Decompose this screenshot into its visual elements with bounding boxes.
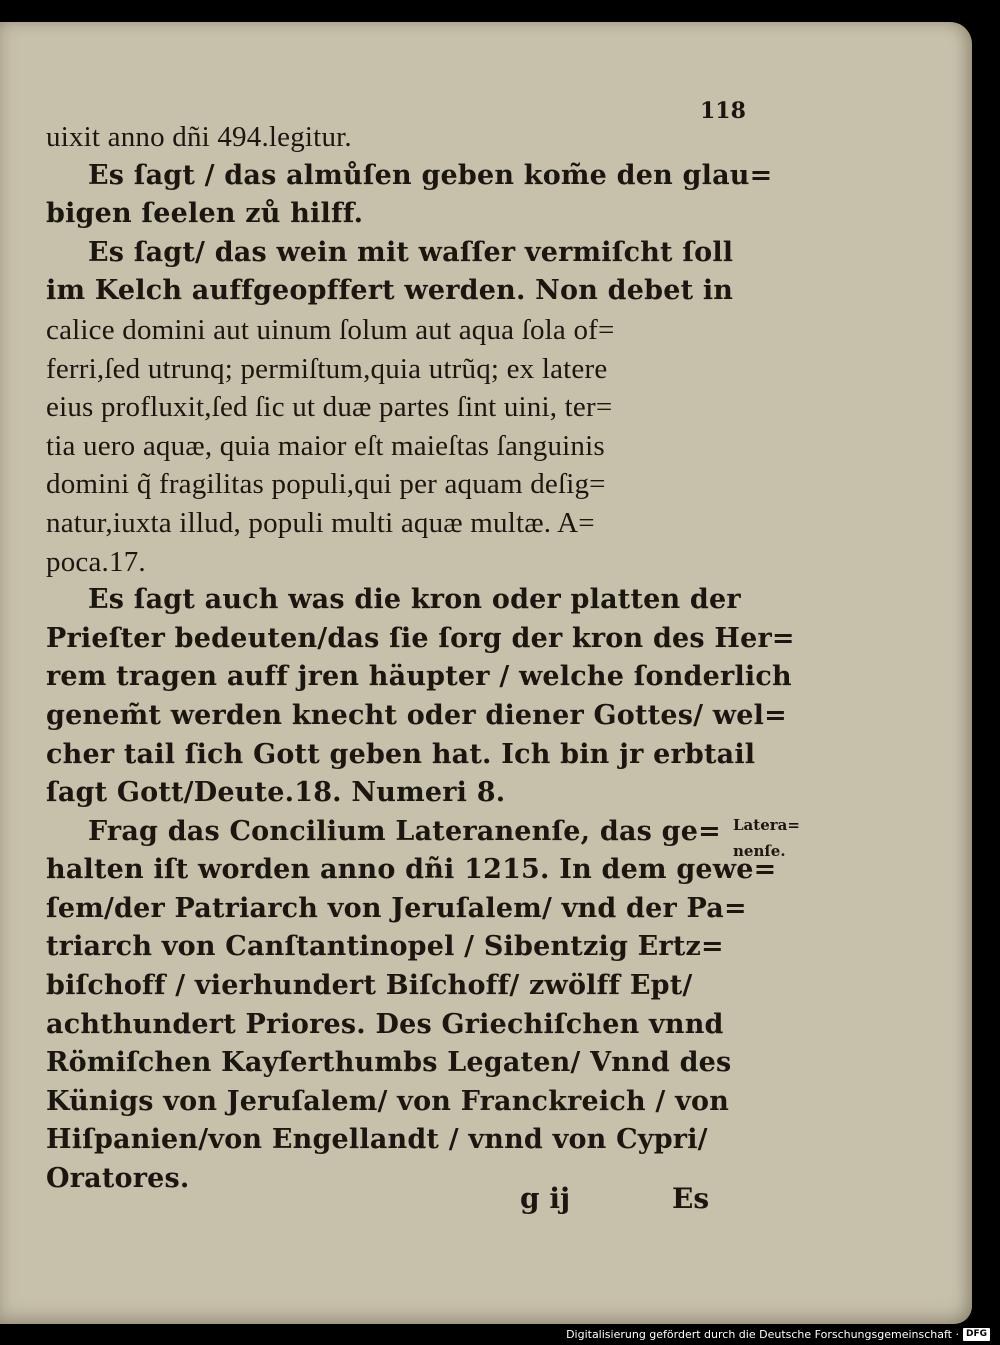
main-text-block bbox=[46, 118, 795, 1199]
margin-note bbox=[733, 812, 823, 864]
text-line: biſchoff / vierhundert Biſchoff/ zwölff Ept/ bbox=[46, 970, 693, 1002]
text-line: uixit anno dñi 494.legitur. bbox=[46, 121, 352, 153]
text-line: Es ſagt/ das wein mit waſſer vermiſcht ſoll bbox=[88, 236, 734, 268]
dfg-logo: DFG bbox=[963, 1328, 990, 1341]
text-line: natur,iuxta illud, populi multi aquæ multæ. A= bbox=[46, 506, 595, 539]
text-line: poca.17. bbox=[46, 545, 146, 578]
text-line: Oratores. bbox=[46, 1163, 190, 1195]
catchword: Es bbox=[672, 1182, 710, 1215]
text-line: ſem/der Patriarch von Jeruſalem/ vnd der Pa= bbox=[46, 892, 747, 924]
margin-note-line: Latera= bbox=[733, 816, 800, 834]
text-line: Römiſchen Kayſerthumbs Legaten/ Vnnd des bbox=[46, 1047, 732, 1079]
text-line: Es ſagt / das almůſen geben kom̃e den glau= bbox=[88, 159, 773, 191]
text-line: Künigs von Jeruſalem/ von Franckreich / von bbox=[46, 1085, 730, 1117]
text-line: triarch von Canſtantinopel / Sibentzig Ertz= bbox=[46, 931, 724, 963]
page-foot bbox=[0, 1182, 760, 1222]
footer-credit: Digitalisierung gefördert durch die Deutsche Forschungsgemeinschaft · bbox=[566, 1327, 959, 1341]
text-line: tia uero aquæ, quia maior eſt maieſtas ſanguinis bbox=[46, 429, 605, 462]
text-line: cher tail ſich Gott geben hat. Ich bin jr erbtail bbox=[46, 738, 756, 770]
text-line: Frag das Concilium Lateranenſe, das ge= bbox=[88, 815, 721, 847]
text-line: Hiſpanien/von Engellandt / vnnd von Cypri/ bbox=[46, 1124, 708, 1156]
digitization-footer bbox=[566, 1325, 990, 1343]
signature-mark: g ij bbox=[520, 1182, 571, 1215]
text-line: ferri,ſed utrunq; permiſtum,quia utrũq; ex latere bbox=[46, 352, 608, 385]
book-page bbox=[0, 22, 972, 1324]
text-line: achthundert Priores. Des Griechiſchen vnnd bbox=[46, 1008, 724, 1040]
text-line: genem̃t werden knecht oder diener Gottes/ wel= bbox=[46, 699, 787, 731]
text-line: bigen ſeelen zů hilff. bbox=[46, 198, 364, 230]
text-line: calice domini aut uinum ſolum aut aqua ſola of= bbox=[46, 313, 615, 346]
text-line: ſagt Gott/Deute.18. Numeri 8. bbox=[46, 777, 506, 809]
text-line: halten iſt worden anno dñi 1215. In dem gewe= bbox=[46, 854, 777, 886]
text-line: eius profluxit,ſed ſic ut duæ partes ſint uini, ter= bbox=[46, 391, 613, 424]
margin-note-line: nenſe. bbox=[733, 842, 786, 860]
text-line: Prieſter bedeuten/das ſie ſorg der kron des Her= bbox=[46, 622, 795, 654]
folio-number: 118 bbox=[700, 98, 746, 124]
text-line: Es ſagt auch was die kron oder platten der bbox=[88, 584, 741, 616]
text-line: rem tragen auff jren häupter / welche ſonderlich bbox=[46, 661, 792, 693]
text-line: domini q̃ fragilitas populi,qui per aquam deſig= bbox=[46, 468, 606, 501]
text-line: im Kelch auffgeopffert werden. Non debet in bbox=[46, 275, 734, 307]
